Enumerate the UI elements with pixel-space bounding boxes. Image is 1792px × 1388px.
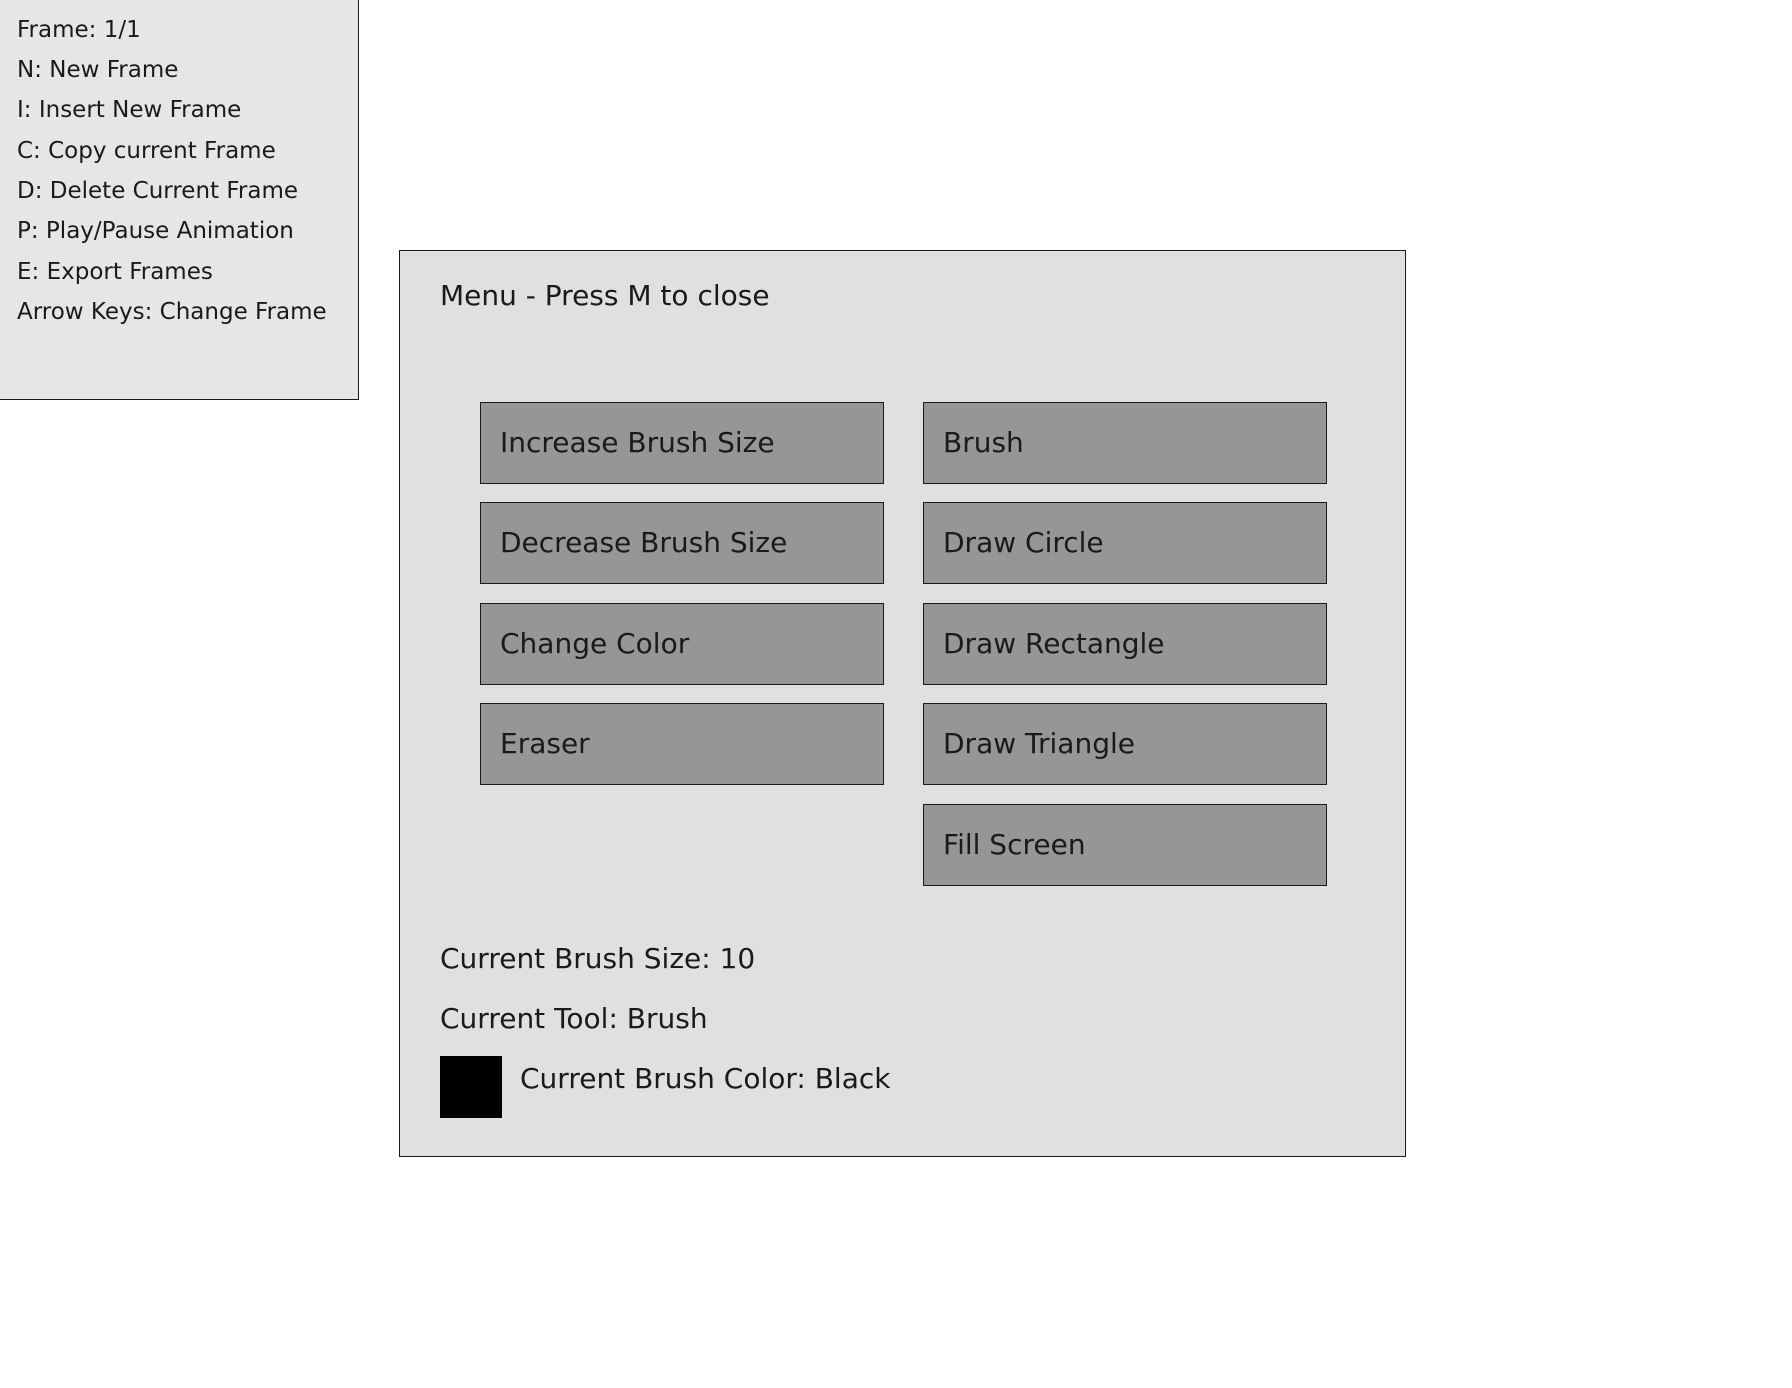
help-delete-frame: D: Delete Current Frame: [17, 178, 299, 204]
eraser-button[interactable]: Eraser: [480, 703, 884, 785]
fill-screen-button[interactable]: Fill Screen: [923, 804, 1327, 886]
brush-color-status: Current Brush Color: Black: [520, 1062, 891, 1095]
help-copy-frame: C: Copy current Frame: [17, 138, 276, 164]
tool-menu-panel: [399, 250, 1406, 1157]
help-play-pause: P: Play/Pause Animation: [17, 218, 294, 244]
help-new-frame: N: New Frame: [17, 57, 179, 83]
help-export-frames: E: Export Frames: [17, 259, 213, 285]
shortcut-help-panel: [0, 0, 359, 400]
increase-brush-size-button[interactable]: Increase Brush Size: [480, 402, 884, 484]
menu-title: Menu - Press M to close: [440, 279, 770, 312]
draw-rectangle-button[interactable]: Draw Rectangle: [923, 603, 1327, 685]
help-arrow-keys: Arrow Keys: Change Frame: [17, 299, 327, 325]
change-color-button[interactable]: Change Color: [480, 603, 884, 685]
current-tool-status: Current Tool: Brush: [440, 1002, 708, 1035]
help-insert-frame: I: Insert New Frame: [17, 97, 242, 123]
brush-button[interactable]: Brush: [923, 402, 1327, 484]
brush-color-swatch: [440, 1056, 502, 1118]
brush-size-status: Current Brush Size: 10: [440, 942, 756, 975]
frame-counter: Frame: 1/1: [17, 17, 141, 43]
draw-circle-button[interactable]: Draw Circle: [923, 502, 1327, 584]
draw-triangle-button[interactable]: Draw Triangle: [923, 703, 1327, 785]
decrease-brush-size-button[interactable]: Decrease Brush Size: [480, 502, 884, 584]
